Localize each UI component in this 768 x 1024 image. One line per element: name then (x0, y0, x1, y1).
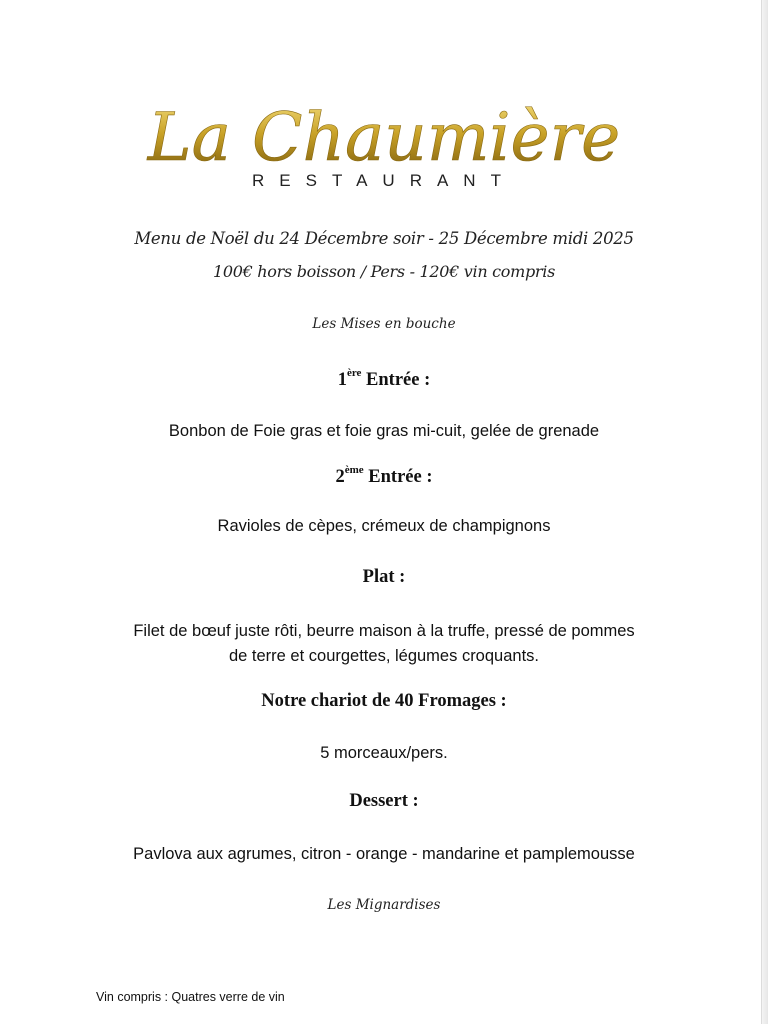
course-heading-fromages (0, 691, 768, 712)
course-heading-plat (0, 567, 768, 588)
amuse-bouche-label: Les Mises en bouche (312, 316, 456, 332)
course-ordinal: 1 (337, 370, 347, 391)
course-heading-first-entree (0, 369, 768, 391)
course-title: Plat : (362, 567, 406, 587)
course-heading-second-entree (0, 466, 768, 488)
menu-subtitle-dates: Menu de Noël du 24 Décembre soir - 25 Décembre midi 2025 (134, 229, 634, 248)
mignardises-label: Les Mignardises (327, 897, 441, 913)
wine-footnote: Vin compris : Quatres verre de vin (96, 990, 285, 1004)
logo-wordmark: La Chaumière (147, 99, 621, 176)
course-title: Notre chariot de 40 Fromages : (261, 691, 507, 711)
logo-tagline: RESTAURANT (252, 171, 516, 188)
dish-fromages: 5 morceaux/pers. (320, 744, 448, 762)
course-title: Entrée : (366, 370, 431, 391)
restaurant-logo (0, 78, 768, 188)
dish-second-entree: Ravioles de cèpes, crémeux de champignons (217, 517, 551, 535)
menu-subtitle-prices: 100€ hors boisson / Pers - 120€ vin compris (213, 262, 555, 281)
dish-first-entree: Bonbon de Foie gras et foie gras mi-cuit, gelée de grenade (168, 422, 600, 440)
dish-plat (0, 619, 768, 669)
course-ordinal: 2 (335, 467, 345, 488)
course-title: Dessert : (349, 791, 419, 811)
course-heading-dessert (0, 791, 768, 812)
course-ordinal-suffix: ère (346, 367, 362, 379)
dish-dessert: Pavlova aux agrumes, citron - orange - mandarine et pamplemousse (133, 845, 635, 863)
course-ordinal-suffix: ème (344, 464, 364, 476)
course-title: Entrée : (368, 467, 433, 488)
dish-plat-line2: de terre et courgettes, légumes croquants. (228, 647, 539, 665)
dish-plat-line1: Filet de bœuf juste rôti, beurre maison à la truffe, pressé de pommes (133, 622, 635, 640)
